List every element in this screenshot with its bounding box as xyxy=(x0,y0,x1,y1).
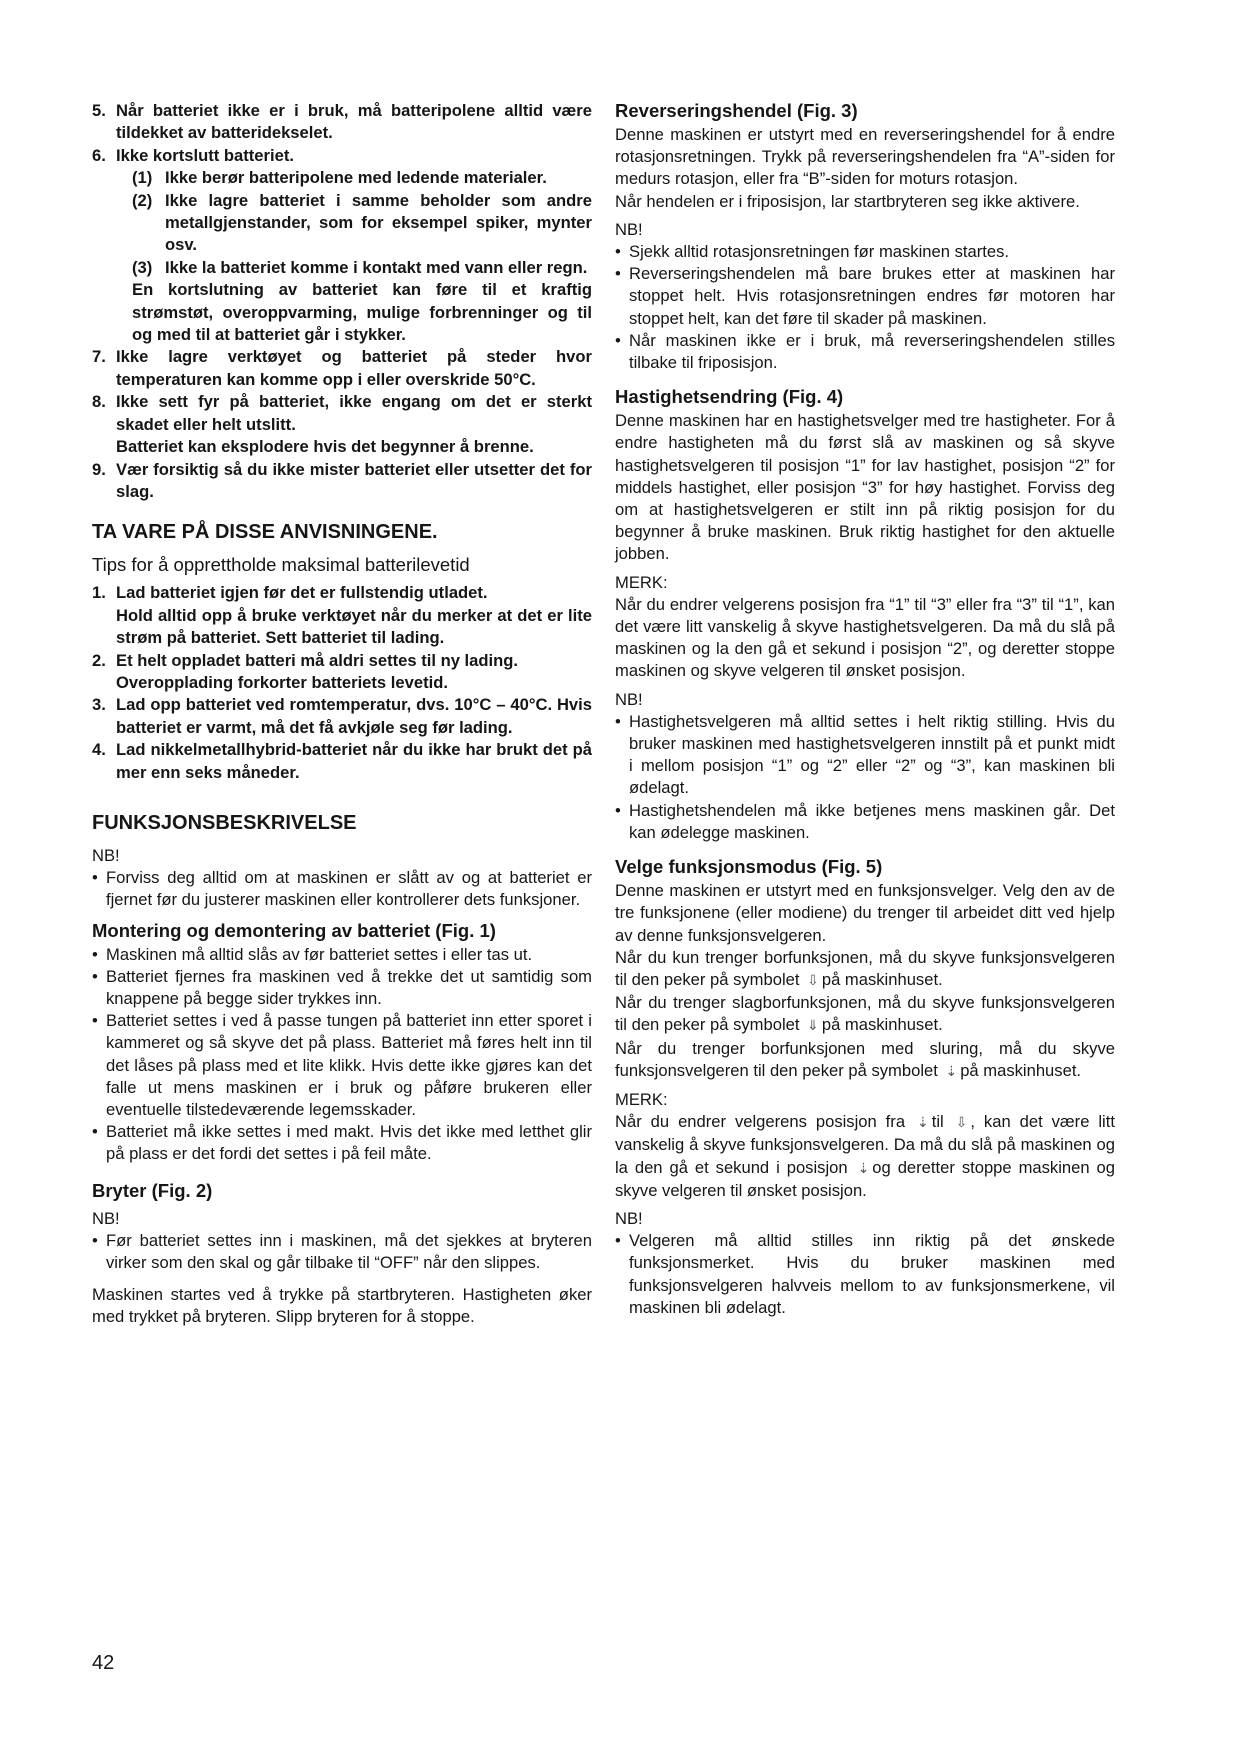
clutch-drill-symbol-icon: ⇣ xyxy=(857,1160,870,1177)
heading-function-description: FUNKSJONSBESKRIVELSE xyxy=(92,811,357,834)
list-item: 9. Vær forsiktig så du ikke mister batteriet eller utsetter det for slag. xyxy=(92,459,592,501)
heading-save-instructions: TA VARE PÅ DISSE ANVISNINGENE. xyxy=(92,521,438,544)
battery-tips-list xyxy=(92,582,592,784)
nb-label: NB! xyxy=(615,219,643,239)
heading-battery-mounting: Montering og demontering av batteriet (Fig. 1) xyxy=(92,919,496,941)
list-subitem: (3) Ikke la batteriet komme i kontakt med vann eller regn. xyxy=(132,257,588,277)
mode-paragraph: Denne maskinen er utstyrt med en funksjonsvelger. Velg den av de tre funksjonene (eller modiene) du trenger til arbeidet ditt ved hjelp av denne funksjonsvelgeren. xyxy=(615,881,1115,945)
reverse-paragraph: Denne maskinen er utstyrt med en reverseringshendel for å endre rotasjonsretningen. Trykk på reverseringshendelen fra “A”-siden for medurs rotasjon, eller fra “B”-siden for moturs rotasjon. xyxy=(615,125,1115,189)
list-item: 5. Når batteriet ikke er i bruk, må batteripolene alltid være tildekket av batteridekselet. xyxy=(92,101,592,143)
list-note: Hold alltid opp å bruke verktøyet når du merker at det er lite strøm på batteriet. Sett batteriet til lading. xyxy=(116,605,592,648)
list-item: 1. Lad batteriet igjen før det er fullstendig utladet. xyxy=(92,583,488,603)
nb-label: NB! xyxy=(615,689,643,709)
nb-label: NB! xyxy=(92,1208,120,1228)
left-column xyxy=(92,100,592,1329)
list-item: • Hastighetsvelgeren må alltid settes i helt riktig stilling. Hvis du bruker maskinen med hastighetsvelgeren innstilt på et punkt midt i mellom posisjon “1” og “2” eller “2” og “3”, kan maskinen bli ødelagt. xyxy=(615,711,1115,800)
heading-battery-tips: Tips for å opprettholde maksimal batterilevetid xyxy=(92,554,470,576)
bullet-icon: • xyxy=(92,1011,98,1031)
list-note: En kortslutning av batteriet kan føre til et kraftig strømstøt, overoppvarming, mulige forbrenninger og til og med til at batteriet går i stykker. xyxy=(132,280,592,345)
list-item: 4. Lad nikkelmetallhybrid-batteriet når du ikke har brukt det på mer enn seks måneder. xyxy=(92,740,592,782)
list-item: 2. Et helt oppladet batteri må aldri settes til ny lading. xyxy=(92,650,519,670)
bullet-icon: • xyxy=(615,1231,621,1251)
heading-reverse-lever: Reverseringshendel (Fig. 3) xyxy=(615,100,858,121)
bullet-icon: • xyxy=(615,264,621,284)
bullet-icon: • xyxy=(92,1230,98,1250)
merk-label: MERK: xyxy=(615,572,668,592)
list-item: • Velgeren må alltid stilles inn riktig på det ønskede funksjonsmerket. Hvis du bruker maskinen med funksjonsvelgeren halvveis mellom to av funksjonsmerkene, vil maskinen bli ødelagt. xyxy=(615,1230,1115,1319)
mode-paragraph: Når du trenger borfunksjonen med sluring, må du skyve funksjonsvelgeren til den peker på symbolet ⇣ på maskinhuset. xyxy=(615,1038,1115,1083)
hammer-drill-symbol-icon: ⇓ xyxy=(807,1018,819,1035)
heading-speed-change: Hastighetsendring (Fig. 4) xyxy=(615,386,844,408)
reverse-paragraph: Når hendelen er i friposisjon, lar startbryteren seg ikke aktivere. xyxy=(615,191,1080,211)
merk-label: MERK: xyxy=(615,1089,668,1109)
bullet-icon: • xyxy=(615,242,621,262)
speed-paragraph: Denne maskinen har en hastighetsvelger med tre hastigheter. For å endre hastigheten må du først slå av maskinen og så skyve hastighetsvelgeren til posisjon “1” for lav hastighet, posisjon “2” for middels hastighet, eller posisjon “3” for høy hastighet. Forviss deg om at hastighetsvelgeren er stilt inn på riktig posisjon for du begynner å bruke maskinen. Bruk riktig hastighet for den aktuelle jobben. xyxy=(615,411,1115,564)
list-item: • Batteriet settes i ved å passe tungen på batteriet inn etter sporet i kammeret og så skyve det på plass. Batteriet må føres helt inn til det låses på plass med et lite klikk. Hvis dette ikke gjøres kan det falle ut mens maskinen er i bruk og påføre brukeren eller eventuelle tilstedeværende legemsskader. xyxy=(92,1010,592,1121)
list-item: • Forviss deg alltid om at maskinen er slått av og at batteriet er fjernet før du justerer maskinen eller kontrollerer dets funksjoner. xyxy=(92,867,592,911)
list-note: Overopplading forkorter batteriets levetid. xyxy=(116,672,448,692)
list-item: • Når maskinen ikke er i bruk, må reverseringshendelen stilles tilbake til friposisjon. xyxy=(615,330,1115,374)
battery-safety-list xyxy=(92,100,592,503)
bullet-icon: • xyxy=(615,711,621,731)
list-subitem: (2) Ikke lagre batteriet i samme beholder som andre metallgjenstander, som for eksempel spiker, mynter osv. xyxy=(132,190,592,255)
heading-function-mode: Velge funksjonsmodus (Fig. 5) xyxy=(615,856,883,878)
list-note: Batteriet kan eksplodere hvis det begynner å brenne. xyxy=(116,437,534,457)
mode-paragraph: Når du trenger slagborfunksjonen, må du skyve funksjonsvelgeren til den peker på symbolet ⇓ på maskinhuset. xyxy=(615,992,1115,1037)
list-item: • Hastighetshendelen må ikke betjenes mens maskinen går. Det kan ødelegge maskinen. xyxy=(615,800,1115,844)
list-item: • Før batteriet settes inn i maskinen, må det sjekkes at bryteren virker som den skal og går tilbake til “OFF” når den slippes. xyxy=(92,1230,592,1274)
heading-switch: Bryter (Fig. 2) xyxy=(92,1179,213,1201)
mode-paragraph: Når du kun trenger borfunksjonen, må du skyve funksjonsvelgeren til den peker på symbolet ⇩ på maskinhuset. xyxy=(615,947,1115,992)
bullet-icon: • xyxy=(92,944,98,964)
page-number: 42 xyxy=(92,1652,115,1674)
list-item: 7. Ikke lagre verktøyet og batteriet på steder hvor temperaturen kan komme opp i eller overskride 50°C. xyxy=(92,347,592,389)
bullet-icon: • xyxy=(92,868,98,888)
bullet-icon: • xyxy=(92,1122,98,1142)
mode-note-paragraph: Når du endrer velgerens posisjon fra ⇣ til ⇩ , kan det være litt vanskelig å skyve funksjonsvelgeren. Da må du slå på maskinen og la den gå et sekund i posisjon ⇣ og deretter stoppe maskinen og skyve velgeren til ønsket posisjon. xyxy=(615,1112,1115,1200)
list-item: 6. Ikke kortslutt batteriet. xyxy=(92,145,294,165)
bullet-icon: • xyxy=(615,800,621,820)
list-item: • Batteriet må ikke settes i med makt. Hvis det ikke med letthet glir på plass er det fordi det settes i på feil måte. xyxy=(92,1121,592,1165)
clutch-drill-symbol-icon: ⇣ xyxy=(945,1063,958,1080)
speed-note-paragraph: Når du endrer velgerens posisjon fra “1” til “3” eller fra “3” til “1”, kan det være litt vanskelig å skyve hastighetsvelgeren. Da må du slå på maskinen og la den gå et sekund i posisjon “2”, og deretter stoppe maskinen og skyve velgeren til ønsket posisjon. xyxy=(615,594,1115,681)
list-item: 8. Ikke sett fyr på batteriet, ikke engang om det er sterkt skadet eller helt utslitt. xyxy=(92,392,592,434)
list-item: • Sjekk alltid rotasjonsretningen før maskinen startes. xyxy=(615,241,1115,263)
drill-symbol-icon: ⇩ xyxy=(955,1115,968,1132)
clutch-drill-symbol-icon: ⇣ xyxy=(916,1115,929,1132)
bullet-icon: • xyxy=(92,966,98,986)
switch-paragraph: Maskinen startes ved å trykke på startbryteren. Hastigheten øker med trykket på bryteren. Slipp bryteren for å stoppe. xyxy=(92,1285,592,1327)
list-subitem: (1) Ikke berør batteripolene med ledende materialer. xyxy=(132,168,547,188)
bullet-icon: • xyxy=(615,330,621,350)
list-item: • Reverseringshendelen må bare brukes etter at maskinen har stoppet helt. Hvis rotasjonsretningen endres før motoren har stoppet helt, kan det føre til skader på maskinen. xyxy=(615,263,1115,330)
right-column xyxy=(615,100,1115,1319)
drill-symbol-icon: ⇩ xyxy=(807,972,819,989)
list-item: • Maskinen må alltid slås av før batteriet settes i eller tas ut. xyxy=(92,944,592,966)
list-item: • Batteriet fjernes fra maskinen ved å trekke det ut samtidig som knappene på begge sider trykkes inn. xyxy=(92,966,592,1010)
nb-label: NB! xyxy=(92,845,120,865)
list-item: 3. Lad opp batteriet ved romtemperatur, dvs. 10°C – 40°C. Hvis batteriet er varmt, må det få avkjøle seg før lading. xyxy=(92,695,592,737)
nb-label: NB! xyxy=(615,1208,643,1228)
